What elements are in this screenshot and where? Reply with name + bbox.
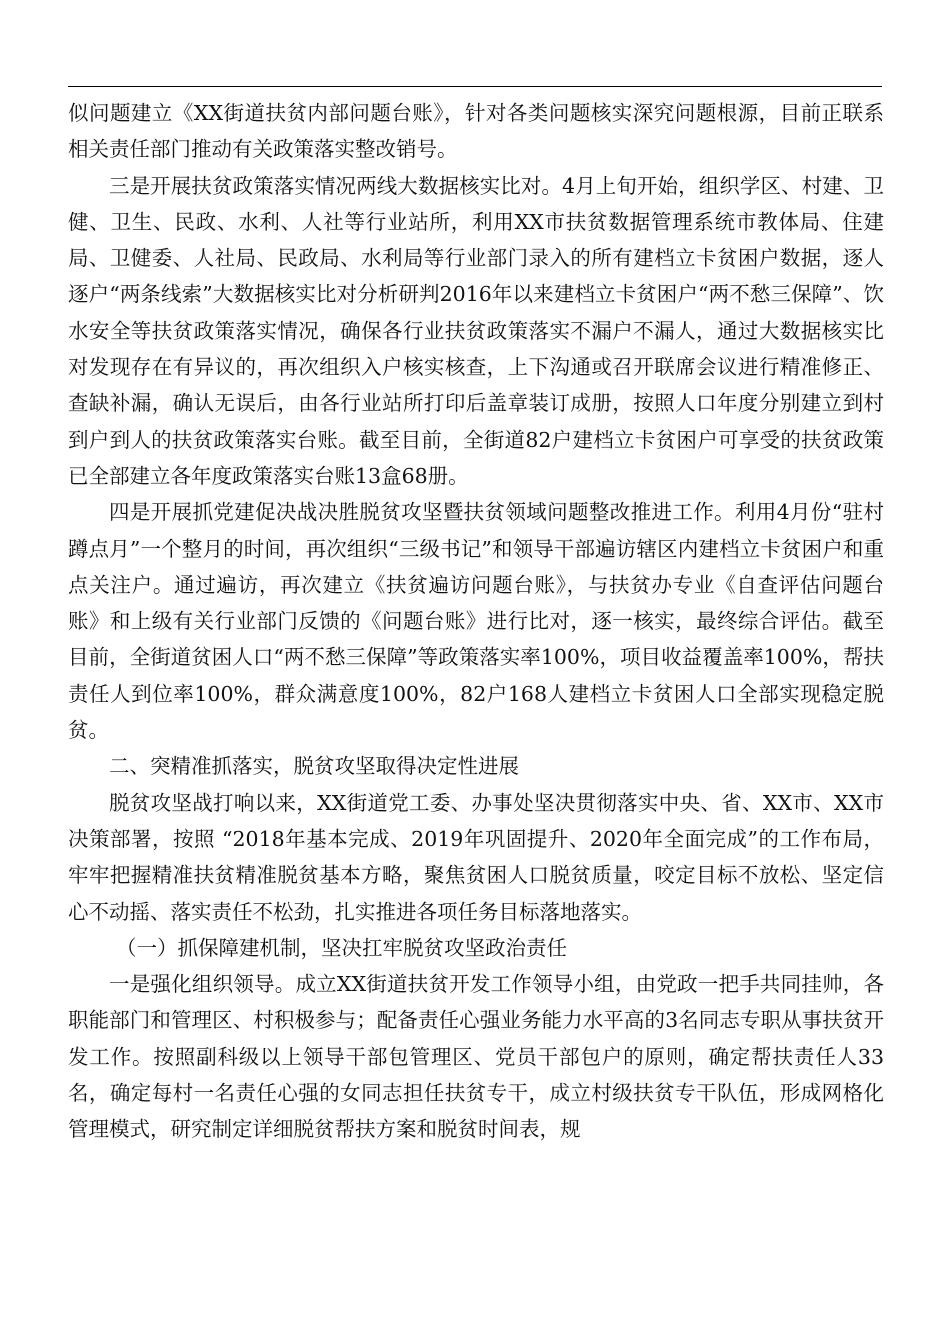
paragraph: 四是开展抓党建促决战决胜脱贫攻坚暨扶贫领域问题整改推进工作。利用4月份“驻村蹲点月”一个整月的时间，再次组织“三级书记”和领导干部遍访辖区内建档立卡贫困户和重点关注户。通过遍访，再次建立《扶贫遍访问题台账》，与扶贫办专业《自查评估问题台账》和上级有关行业部门反馈的《问题台账》进行比对，逐一核实，最终综合评估。截至目前，全街道贫困人口“两不愁三保障”等政策落实率100%，项目收益覆盖率100%，帮扶责任人到位率100%，群众满意度100%，82户168人建档立卡贫困人口全部实现稳定脱贫。 <box>68 500 884 743</box>
header-rule <box>68 86 882 87</box>
paragraph: 脱贫攻坚战打响以来，XX街道党工委、办事处坚决贯彻落实中央、省、XX市、XX市决策部署，按照 “2018年基本完成、2019年巩固提升、2020年全面完成”的工作布局，牢牢把握精准扶贫精准脱贫基本方略，聚焦贫困人口脱贫质量，咬定目标不放松、坚定信心不动摇、落实责任不松劲，扎实推进各项任务目标落地落实。 <box>68 790 884 924</box>
document-body <box>68 95 884 1148</box>
paragraph: 似问题建立《XX街道扶贫内部问题台账》，针对各类问题核实深究问题根源，目前正联系相关责任部门推动有关政策落实整改销号。 <box>68 101 884 162</box>
section-heading: 二、突精准抓落实，脱贫攻坚取得决定性进展 <box>109 754 519 779</box>
paragraph: 一是强化组织领导。成立XX街道扶贫开发工作领导小组，由党政一把手共同挂帅，各职能部门和管理区、村积极参与；配备责任心强业务能力水平高的3名同志专职从事扶贫开发工作。按照副科级以上领导干部包管理区、党员干部包户的原则，确定帮扶责任人33名，确定每村一名责任心强的女同志担任扶贫专干，成立村级扶贫专干队伍，形成网格化管理模式，研究制定详细脱贫帮扶方案和脱贫时间表，规 <box>68 972 884 1142</box>
subsection-heading: （一）抓保障建机制，坚决扛牢脱贫攻坚政治责任 <box>116 935 567 960</box>
paragraph: 三是开展扶贫政策落实情况两线大数据核实比对。4月上旬开始，组织学区、村建、卫健、卫生、民政、水利、人社等行业站所，利用XX市扶贫数据管理系统市教体局、住建局、卫健委、人社局、民政局、水利局等行业部门录入的所有建档立卡贫困户数据，逐人逐户“两条线索”大数据核实比对分析研判2016年以来建档立卡贫困户“两不愁三保障”、饮水安全等扶贫政策落实情况，确保各行业扶贫政策落实不漏户不漏人，通过大数据核实比对发现存在有异议的，再次组织入户核实核查，上下沟通或召开联席会议进行精准修正、查缺补漏，确认无误后，由各行业站所打印后盖章装订成册，按照人口年度分别建立到村到户到人的扶贫政策落实台账。截至目前，全街道82户建档立卡贫困户可享受的扶贫政策已全部建立各年度政策落实台账13盒68册。 <box>68 173 884 488</box>
